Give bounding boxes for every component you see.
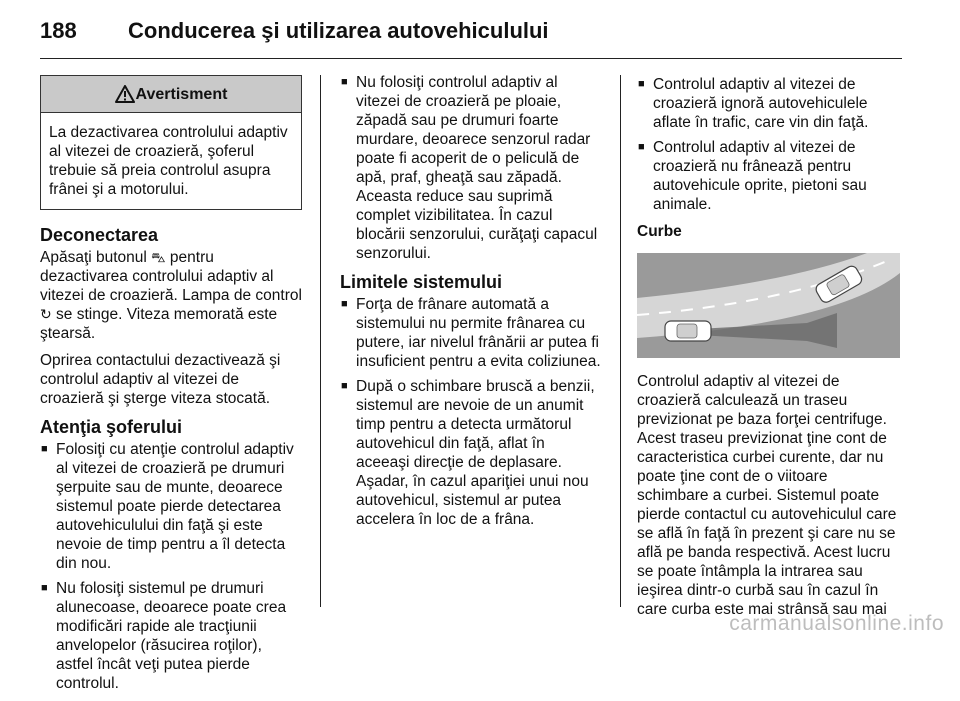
deconectarea-paragraph-1 xyxy=(40,248,302,343)
list-item: ■ După o schimbare bruscă a benzii, sistemul are nevoie de un anumit timp pentru a detecta următorul autovehicul din faţă, aflat în aceeaşi direcţie de deplasare. Aşadar, în cazul apariţiei unui nou autovehicul, sistemul ar putea accelera în loc de a frâna. xyxy=(340,377,602,529)
curve-illustration xyxy=(637,253,900,358)
deconectarea-paragraph-2: Oprirea contactului dezactivează şi controlul adaptiv al vitezei de croazieră şi şterge viteza stocată. xyxy=(40,352,281,407)
section-heading-limitele: Limitele sistemului xyxy=(340,272,503,292)
cruise-button-icon: ⛍ xyxy=(151,249,166,265)
limitele-list xyxy=(340,295,602,529)
column-right xyxy=(637,75,902,627)
list-item: ■ Nu folosiţi sistemul pe drumuri alunecoase, deoarece poate crea modificări rapide ale tracţiunii anvelopelor (răsucirea roţilor), astfel încât veţi putea pierde controlul. xyxy=(40,579,302,693)
page-number: 188 xyxy=(40,18,77,43)
atentia-list-cont xyxy=(340,73,602,263)
section-heading-curbe: Curbe xyxy=(637,223,682,240)
warning-triangle-icon xyxy=(115,85,135,103)
column-middle xyxy=(340,73,602,537)
list-item: ■ Controlul adaptiv al vitezei de croazieră ignoră autovehiculele aflate în trafic, care vin din faţă. xyxy=(637,75,902,132)
warning-header xyxy=(41,76,301,113)
text-segment: se stinge. Viteza memorată este ştearsă. xyxy=(40,306,278,342)
limitele-list-cont xyxy=(637,75,902,214)
column-divider xyxy=(320,75,321,607)
chapter-title: Conducerea şi utilizarea autovehiculului xyxy=(128,18,549,43)
warning-text: La dezactivarea controlului adaptiv al vitezei de croazieră, şoferul trebuie să preia controlul asupra frânei şi a motorului. xyxy=(49,124,288,198)
text-segment: Apăsaţi butonul xyxy=(40,249,147,266)
list-item: ■ Folosiţi cu atenţie controlul adaptiv al vitezei de croazieră pe drumuri şerpuite sau de munte, deoarece sistemul poate pierde detectarea autovehiculului din faţă şi este nevoie de timp pentru a îl detecta din nou. xyxy=(40,440,302,573)
list-item: ■ Forţa de frânare automată a sistemului nu permite frânarea cu putere, iar nivelul frânării ar putea fi insuficient pentru a evita coliziunea. xyxy=(340,295,602,371)
section-heading-deconectarea: Deconectarea xyxy=(40,225,159,245)
warning-box xyxy=(40,75,302,210)
atentia-list xyxy=(40,440,302,693)
warning-title: Avertisment xyxy=(135,85,228,103)
watermark: carmanualsonline.info xyxy=(729,612,944,635)
list-item: ■ Nu folosiţi controlul adaptiv al vitezei de croazieră pe ploaie, zăpadă sau pe drumuri foarte murdare, deoarece senzorul radar poate fi acoperit de o peliculă de apă, praf, gheaţă sau zăpadă. Aceasta reduce sau suprimă complet vizibilitatea. În cazul blocării senzorului, curăţaţi capacul senzorului. xyxy=(340,73,602,263)
page-header xyxy=(40,18,902,59)
section-heading-atentia: Atenţia şoferului xyxy=(40,417,183,437)
column-divider xyxy=(620,75,621,607)
text-segment: pentru dezactivarea controlului adaptiv al vitezei de croazieră. Lampa de control xyxy=(40,249,302,304)
column-left xyxy=(40,75,302,701)
car-icon xyxy=(665,321,711,341)
curbe-paragraph: Controlul adaptiv al vitezei de croazieră calculează un traseu previzionat pe baza forţei centrifuge. Acest traseu previzionat ţine cont de caracteristica curbei curente, dar nu poate ţine cont de o viitoare schimbare a curbei. Sistemul poate pierde contactul cu autovehiculul care se află în faţă în prezent şi care nu se află pe banda respectivă. Acest lucru se poate întâmpla la intrarea sau ieşirea dintr-o curbă sau în cazul în care curba este mai strânsă sau mai xyxy=(637,373,897,618)
control-lamp-icon: ↻ xyxy=(40,306,52,322)
list-item: ■ Controlul adaptiv al vitezei de croazieră nu frânează pentru autovehicule oprite, pietoni sau animale. xyxy=(637,138,902,214)
